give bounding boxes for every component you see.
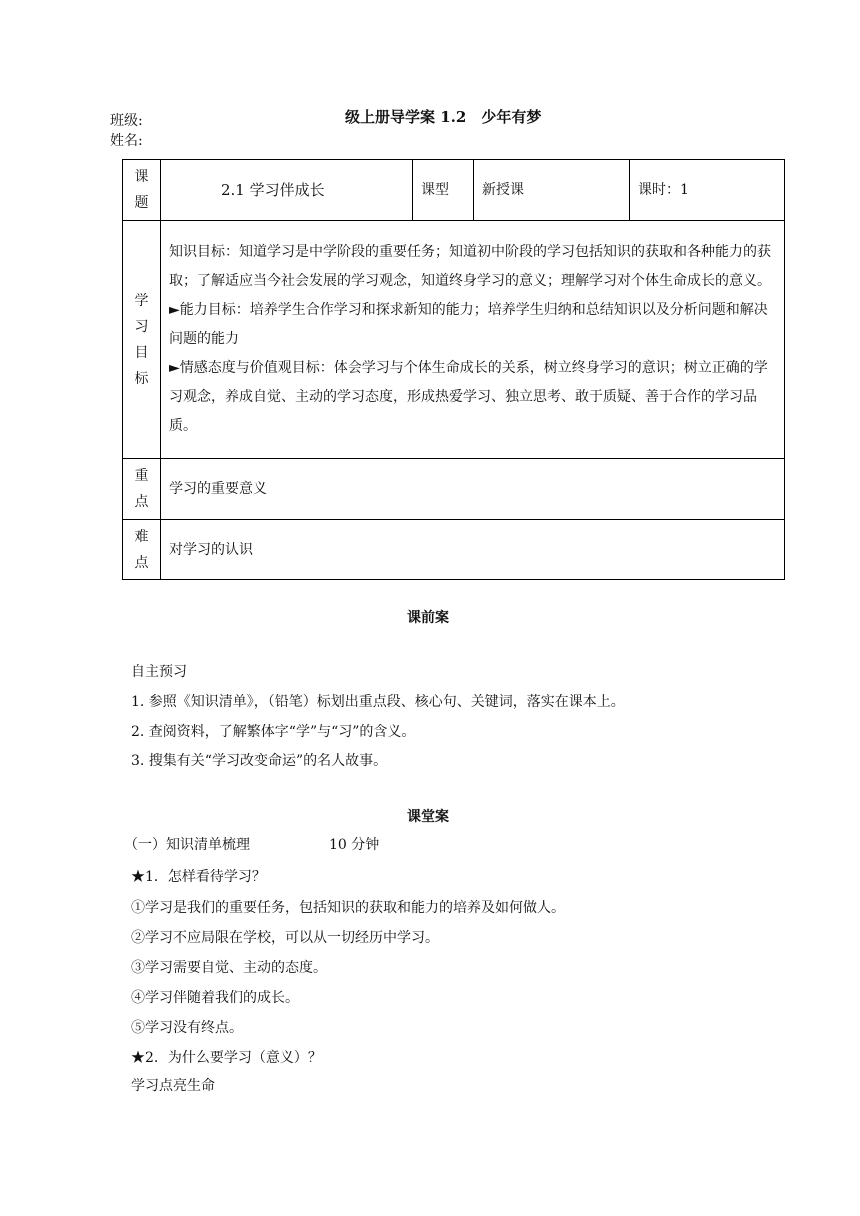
difficulty-label: 难 点 xyxy=(123,520,161,580)
answer-point: ①学习是我们的重要任务，包括知识的获取和能力的培养及如何做人。 xyxy=(131,900,565,916)
knowledge-sorting-time: 10 分钟 xyxy=(329,837,380,853)
question-1: ★1．怎样看待学习？ xyxy=(131,869,266,885)
page-title: 级上册导学案 1.2 少年有梦 xyxy=(345,108,542,126)
topic-value: 2.1 学习伴成长 xyxy=(161,160,413,221)
topic-row xyxy=(123,160,785,221)
name-label: 姓名: xyxy=(110,133,143,149)
preview-item: 2. 查阅资料，了解繁体字“学”与“习”的含义。 xyxy=(131,724,416,740)
attitude-goal: ►情感态度与价值观目标：体会学习与个体生命成长的关系，树立终身学习的意识；树立正确的学习观念，养成自觉、主动的学习态度，形成热爱学习、独立思考、敢于质疑、善于合作的学习品质。 xyxy=(169,360,768,434)
type-value: 新授课 xyxy=(474,160,630,221)
difficulty-row xyxy=(123,520,785,580)
preview-item: 1. 参照《知识清单》，（铅笔）标划出重点段、核心句、关键词，落实在课本上。 xyxy=(131,694,625,710)
goals-content xyxy=(161,221,785,459)
answer-point: ②学习不应局限在学校，可以从一切经历中学习。 xyxy=(131,930,439,946)
lesson-info-table xyxy=(122,159,785,580)
answer-point: ③学习需要自觉、主动的态度。 xyxy=(131,960,327,976)
knowledge-sorting-title: （一）知识清单梳理 xyxy=(124,837,250,853)
question-2-subheading: 学习点亮生命 xyxy=(131,1078,215,1094)
key-point-row xyxy=(123,459,785,520)
topic-label: 课 题 xyxy=(123,160,161,221)
preclass-heading: 课前案 xyxy=(407,610,449,626)
hours-value: 课时：1 xyxy=(630,160,785,221)
inclass-heading: 课堂案 xyxy=(407,809,449,825)
goals-label: 学 习 目 标 xyxy=(123,221,161,459)
ability-goal: ►能力目标：培养学生合作学习和探求新知的能力；培养学生归纳和总结知识以及分析问题和解决问题的能力 xyxy=(169,302,768,347)
class-label: 班级: xyxy=(110,113,143,129)
question-2: ★2．为什么要学习（意义）？ xyxy=(131,1050,322,1066)
knowledge-goal: 知识目标：知道学习是中学阶段的重要任务；知道初中阶段的学习包括知识的获取和各种能力的获取；了解适应当今社会发展的学习观念，知道终身学习的意义；理解学习对个体生命成长的意义。 xyxy=(169,244,771,289)
key-point-value: 学习的重要意义 xyxy=(161,459,785,520)
difficulty-value: 对学习的认识 xyxy=(161,520,785,580)
preview-subheading: 自主预习 xyxy=(131,664,187,680)
type-label: 课型 xyxy=(413,160,474,221)
goals-row xyxy=(123,221,785,459)
preview-item: 3. 搜集有关“学习改变命运”的名人故事。 xyxy=(131,753,388,769)
answer-point: ⑤学习没有终点。 xyxy=(131,1020,243,1036)
answer-point: ④学习伴随着我们的成长。 xyxy=(131,990,299,1006)
key-point-label: 重 点 xyxy=(123,459,161,520)
